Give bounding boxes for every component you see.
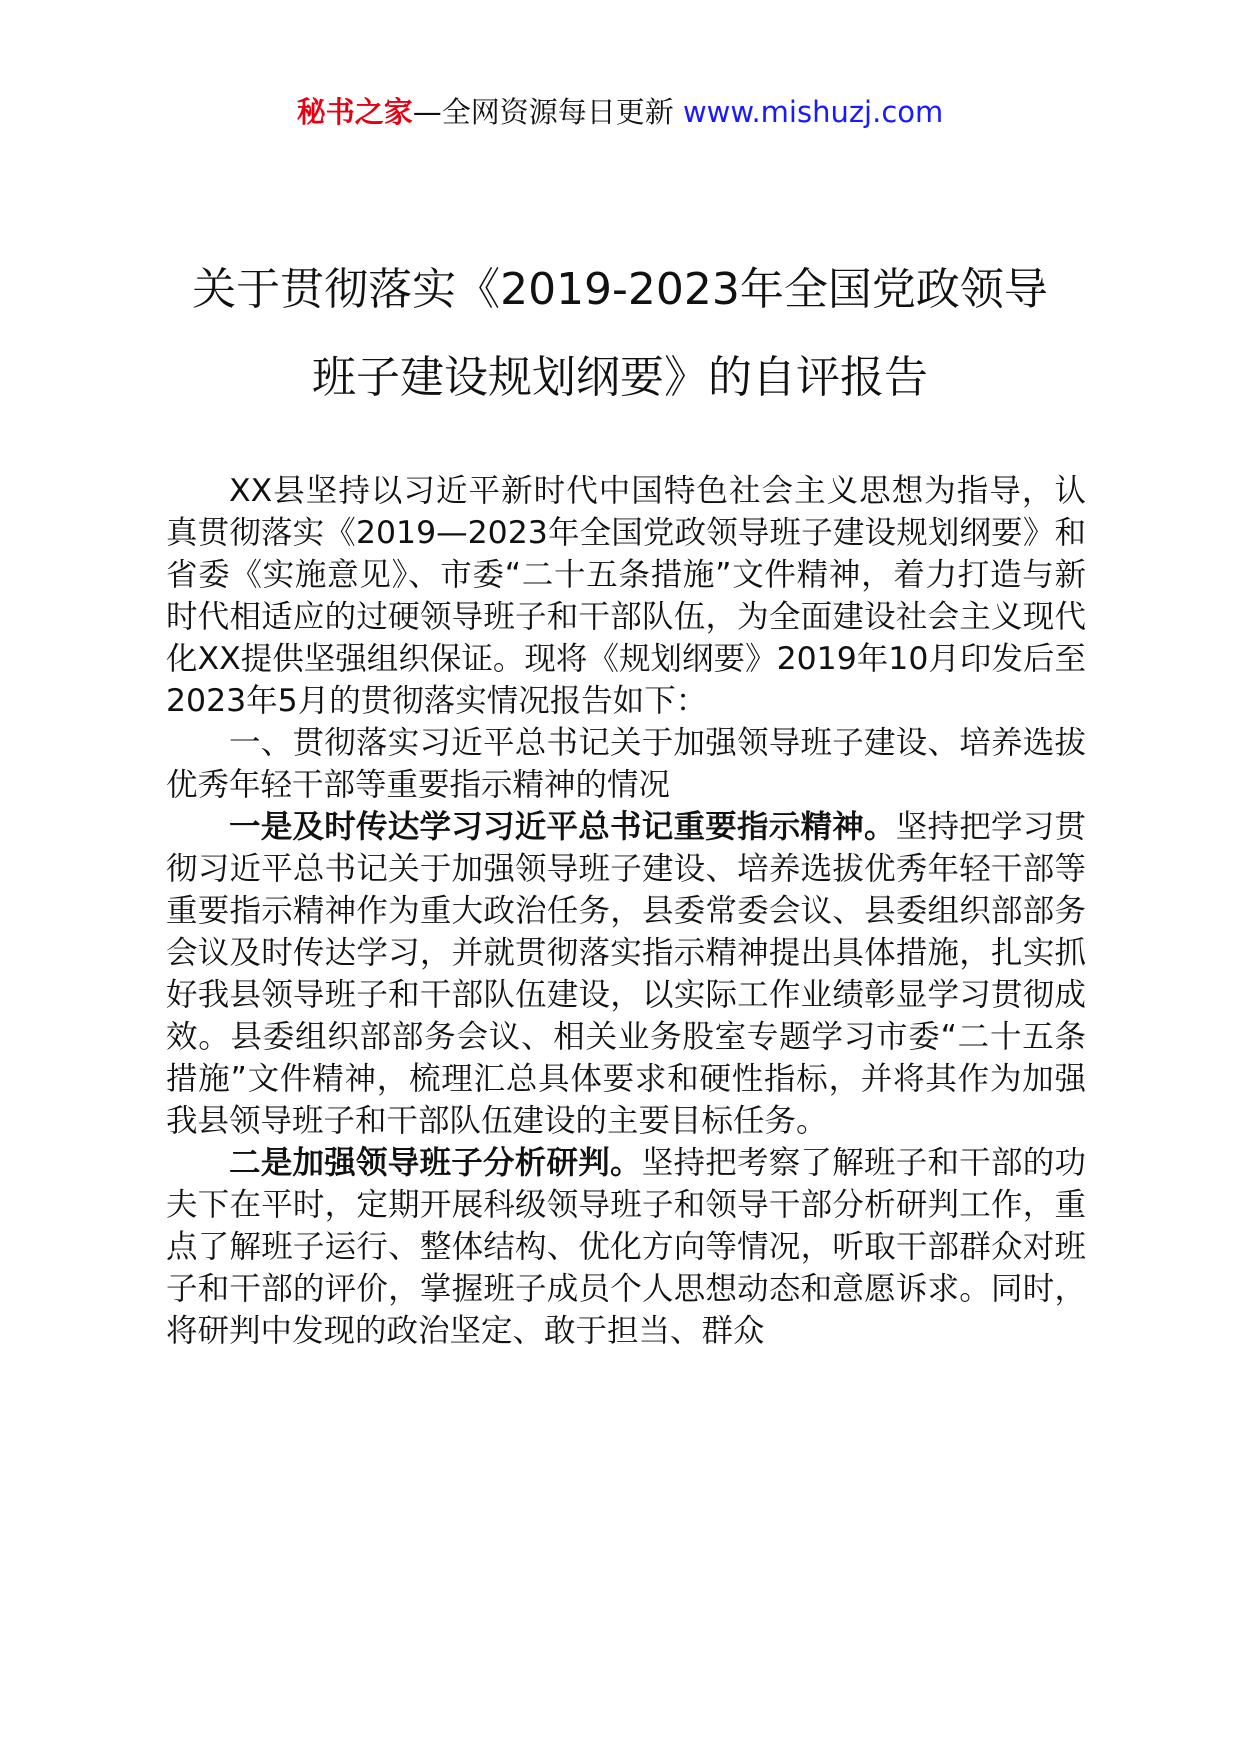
paragraph-text: 一、贯彻落实习近平总书记关于加强领导班子建设、培养选拔优秀年轻干部等重要指示精神的情况	[166, 725, 1086, 803]
site-header	[0, 92, 1240, 132]
site-brand: 秘书之家	[296, 95, 413, 129]
site-url-link[interactable]: www.mishuzj.com	[682, 95, 944, 129]
title-line-1: 关于贯彻落实《2019-2023年全国党政领导	[192, 264, 1048, 315]
paragraph-item-1	[166, 806, 1086, 1142]
paragraph-section-heading	[166, 722, 1086, 806]
paragraph-text: 坚持把考察了解班子和干部的功夫下在平时，定期开展科级领导班子和领导干部分析研判工作，重点了解班子运行、整体结构、优化方向等情况，听取干部群众对班子和干部的评价，掌握班子成员个人思想动态和意愿诉求。同时，将研判中发现的政治坚定、敢于担当、群众	[166, 1145, 1086, 1349]
paragraph-item-2	[166, 1142, 1086, 1352]
document-body	[166, 470, 1086, 1352]
site-tagline: —全网资源每日更新	[412, 95, 674, 129]
title-line-2: 班子建设规划纲要》的自评报告	[312, 352, 928, 403]
paragraph-intro	[166, 470, 1086, 722]
paragraph-text: 坚持把学习贯彻习近平总书记关于加强领导班子建设、培养选拔优秀年轻干部等重要指示精神作为重大政治任务，县委常委会议、县委组织部部务会议及时传达学习，并就贯彻落实指示精神提出具体措施，扎实抓好我县领导班子和干部队伍建设，以实际工作业绩彰显学习贯彻成效。县委组织部部务会议、相关业务股室专题学习市委“二十五条措施”文件精神，梳理汇总具体要求和硬性指标，并将其作为加强我县领导班子和干部队伍建设的主要目标任务。	[166, 809, 1086, 1139]
paragraph-lead: 二是加强领导班子分析研判。	[229, 1145, 642, 1181]
paragraph-text: XX县坚持以习近平新时代中国特色社会主义思想为指导，认真贯彻落实《2019—2023年全国党政领导班子建设规划纲要》和省委《实施意见》、市委“二十五条措施”文件精神，着力打造与新时代相适应的过硬领导班子和干部队伍，为全面建设社会主义现代化XX提供坚强组织保证。现将《规划纲要》2019年10月印发后至2023年5月的贯彻落实情况报告如下：	[166, 473, 1086, 719]
paragraph-lead: 一是及时传达学习习近平总书记重要指示精神。	[229, 809, 896, 845]
document-title	[0, 246, 1240, 422]
